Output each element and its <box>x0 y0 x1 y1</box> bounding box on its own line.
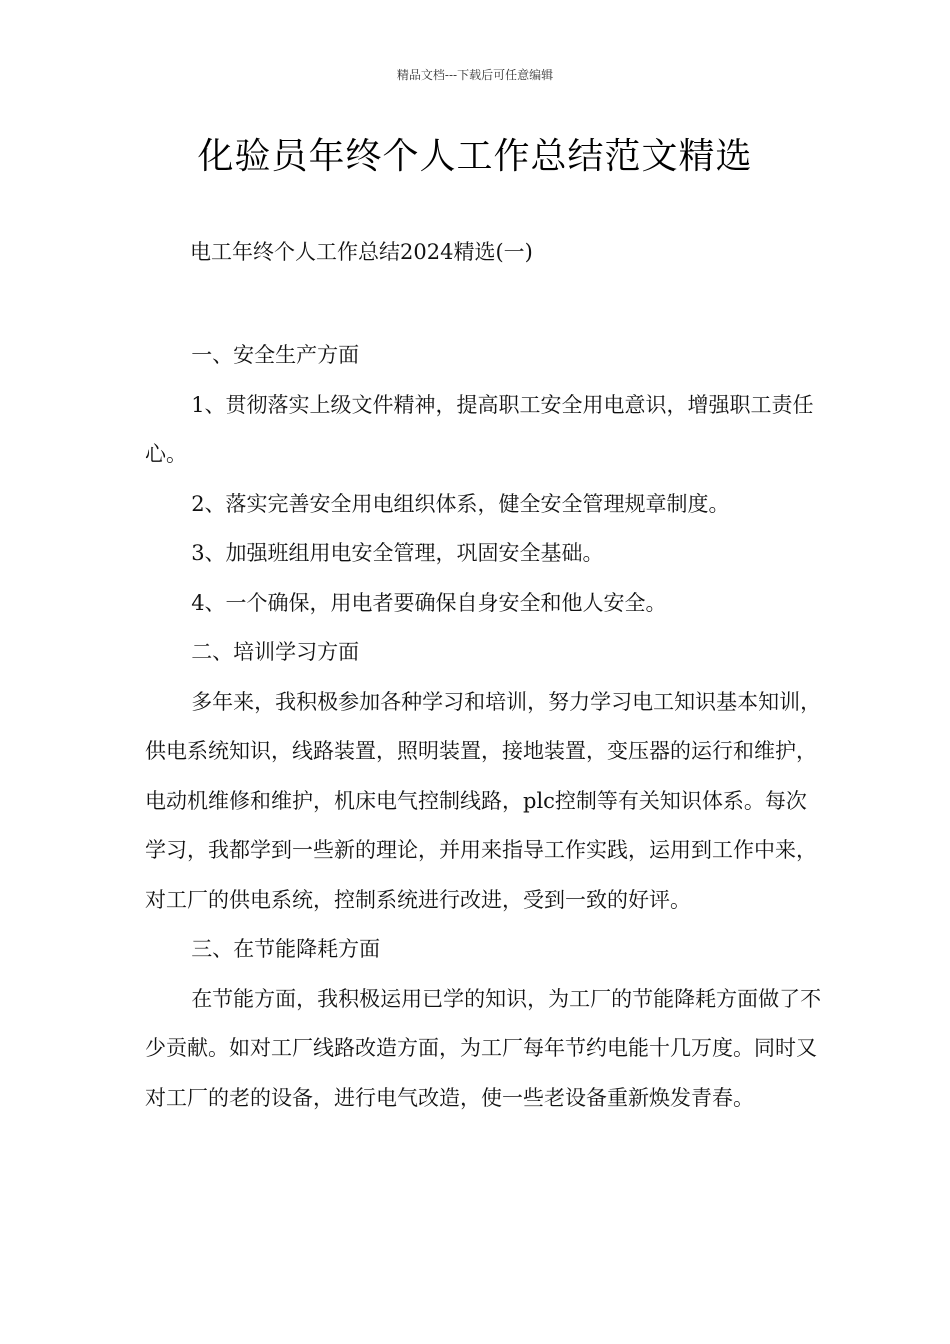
document-body <box>145 331 825 1123</box>
section-subtitle: 电工年终个人工作总结2024精选(一) <box>190 240 533 264</box>
paragraph-item-4: 4、一个确保，用电者要确保自身安全和他人安全。 <box>191 590 667 615</box>
header-note: 精品文档---下载后可任意编辑 <box>396 68 554 82</box>
heading-energy: 三、在节能降耗方面 <box>191 937 381 961</box>
heading-training: 二、培训学习方面 <box>191 640 360 664</box>
document-title: 化验员年终个人工作总结范文精选 <box>197 136 753 177</box>
paragraph-item-2: 2、落实完善安全用电组织体系，健全安全管理规章制度。 <box>191 491 730 516</box>
paragraph-training: 多年来，我积极参加各种学习和培训，努力学习电工知识基本知训，供电系统知识，线路装置，照明装置，接地装置，变压器的运行和维护，电动机维修和维护，机床电气控制线路，plc控制等有关知识体系。每次学习，我都学到一些新的理论，并用来指导工作实践，运用到工作中来，对工厂的供电系统，控制系统进行改进，受到一致的好评。 <box>145 689 822 912</box>
heading-safety: 一、安全生产方面 <box>191 343 360 367</box>
paragraph-item-1: 1、贯彻落实上级文件精神，提高职工安全用电意识，增强职工责任心。 <box>145 392 814 466</box>
paragraph-energy: 在节能方面，我积极运用已学的知识，为工厂的节能降耗方面做了不少贡献。如对工厂线路改造方面，为工厂每年节约电能十几万度。同时又对工厂的老的设备，进行电气改造，使一些老设备重新焕发青春。 <box>145 986 822 1110</box>
paragraph-item-3: 3、加强班组用电安全管理，巩固安全基础。 <box>191 541 604 565</box>
